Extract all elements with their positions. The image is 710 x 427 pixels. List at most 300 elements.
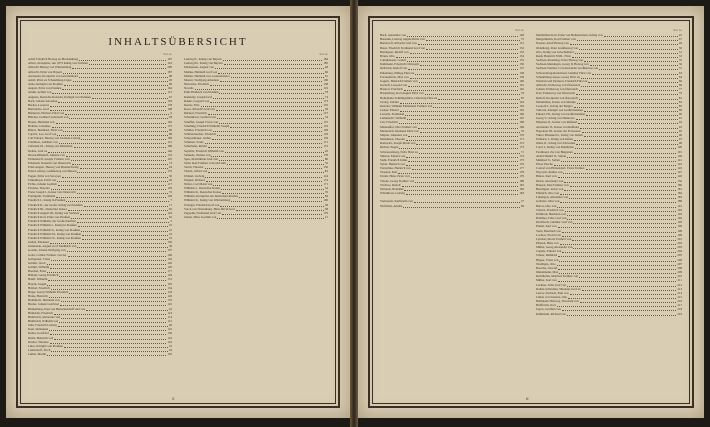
toc-entry-page: 44 <box>168 348 172 353</box>
toc-entry-page: 71 <box>520 149 524 154</box>
toc-entry-name: Dohna, Graf zu <box>28 148 48 153</box>
toc-entry-page: 124 <box>323 173 328 178</box>
toc-entry-page: 126 <box>167 294 172 299</box>
toc-entry-page: 191 <box>677 203 682 208</box>
toc-entry-page: 122 <box>167 335 172 340</box>
toc-entry-name: Bülow, Bernhard, Fürst von <box>28 127 63 132</box>
toc-entry-name: Eichendorff, Joseph, Freiherr von <box>28 156 70 161</box>
toc-entry-page: 52 <box>168 235 172 240</box>
toc-entry-name: Immelmann, Max <box>536 270 559 275</box>
toc-entry-name: Radetzky, Joseph Graf <box>184 94 212 99</box>
toc-entry-name: Friedrich Wilhelm IV., König von Preußen <box>28 235 81 240</box>
toc-entry-name: Christian IX., König von Dänemark <box>28 144 73 149</box>
toc-entry-name: Wolfsthal, Amalie <box>380 203 403 208</box>
toc-entry-name: Hegel, Georg Wilhelm Friedrich <box>28 289 69 294</box>
toc-entry-name: Capelle, Eduard von <box>536 249 562 254</box>
toc-entry-page: 103 <box>167 98 172 103</box>
toc-entry-name: Carol I., König von Rumänien <box>536 145 574 150</box>
toc-entry-name: Wrangel, Friedrich Graf von <box>184 202 220 207</box>
toc-entry-page: 57 <box>678 66 682 71</box>
toc-entry-name: Viktoria, Königin von Großbritannien <box>536 107 583 112</box>
toc-entry-page: 211 <box>677 278 682 283</box>
toc-entry-name: Fontane, Theodor <box>28 186 50 190</box>
toc-entry-name: Beust, Friedrich Ferdinand Graf von <box>380 45 426 50</box>
toc-entry-page: 74 <box>324 94 328 99</box>
toc-entry-page: 120 <box>167 264 172 269</box>
toc-entry-name: Wilhelm, Kronprinz des Deutschen Reiches <box>184 194 239 199</box>
toc-entry-page: 145 <box>677 166 682 171</box>
toc-entry-name: Maximilian Karl, Prinz von Hohenzollern, König von <box>536 33 603 38</box>
toc-entry-page: 69 <box>678 83 682 88</box>
toc-entry-page: 142 <box>677 162 682 166</box>
toc-entry-name: Ranke, Leopold von <box>184 98 210 103</box>
toc-entry-name: Albrecht, Erzherzog von Österreich <box>536 83 581 88</box>
toc-entry-name: Emmich, Otto von <box>536 191 559 196</box>
toc-entry-name: Dahlmann, Friedrich Christoph <box>380 62 419 67</box>
toc-entry-name: Albrecht Herzog von Württemberg <box>28 65 72 70</box>
toc-entry-name: Siemens, Werner von <box>184 152 211 157</box>
toc-entry-name: Nikolaus II., Kaiser von Rußland <box>536 120 578 125</box>
toc-entry-page: 128 <box>167 194 172 199</box>
toc-entry-page: 134 <box>167 285 172 290</box>
toc-entry-name: Humboldt, Alexander von <box>28 314 61 319</box>
toc-entry-name: Sachsen-Weimar, Carl Alexander Großherzog von <box>536 66 599 71</box>
toc-entry-page: 162 <box>167 119 172 124</box>
toc-entry-name: Kleist, Heinrich von <box>28 335 54 340</box>
toc-entry-name: Helmholtz, Hermann von <box>28 298 60 303</box>
toc-entry-page: 42 <box>168 306 172 311</box>
toc-entry-name: Abdul Hamid II., Sultan <box>536 153 566 158</box>
toc-entry-name: Hölderlin, Friedrich <box>28 310 53 315</box>
toc-entry-name: Anna, Königin von Preußen <box>28 82 63 87</box>
toc-entry-page: 190 <box>323 198 328 203</box>
toc-entry-name: Kühlmann, Richard von <box>536 311 566 316</box>
toc-entry-name: Körner, Theodor <box>28 339 49 344</box>
toc-entry-name: Wilhelm II., König von Württemberg <box>184 198 231 203</box>
toc-entry-page: 64 <box>678 74 682 79</box>
toc-entry-name: Linsingen, Alexander von <box>536 195 569 200</box>
toc-entry-page: 218 <box>677 307 682 312</box>
toc-entry-name: Hebbel, Friedrich <box>28 285 50 290</box>
toc-entry-name: Kluck, Alexander von <box>536 178 564 183</box>
toc-entry-page: 169 <box>519 124 524 129</box>
toc-entry-page: 170 <box>167 169 172 174</box>
toc-entry-name: Müller, Georg Alexander von <box>536 245 573 250</box>
toc-entry-name: Gneisenau, August Graf Neidhardt von <box>28 244 77 249</box>
column-header: Seite <box>515 28 524 32</box>
toc-entry-page: 5 <box>170 219 172 224</box>
toc-entry-name: Lyncker, Moriz Freiherr von <box>536 236 572 241</box>
column-header: Seite <box>163 52 172 56</box>
toc-entry-page: 140 <box>677 153 682 158</box>
toc-entry-page: 216 <box>677 299 682 304</box>
toc-entry-page: 177 <box>167 269 172 274</box>
toc-entry-name: Hohenlohe-Schillingsfürst, Chlodwig Fürst zu <box>380 95 438 100</box>
toc-entry-name: Lochow, Ewald von <box>536 232 561 237</box>
toc-entry-name: Reuter, Fritz <box>184 102 200 107</box>
toc-entry-page: 108 <box>167 107 172 112</box>
toc-entry-name: Twesten, Karl <box>380 170 398 175</box>
toc-entry-name: Nietzsche, Friedrich <box>184 82 210 87</box>
toc-entry-page: 80 <box>324 156 328 161</box>
toc-entry-page: 176 <box>519 162 524 166</box>
toc-entry-name: Arnim, Achim von <box>28 90 52 95</box>
toc-entry-page: 87 <box>520 95 524 100</box>
toc-entry-name: Eugen, Prinz von Savoyen <box>28 173 61 178</box>
toc-entry-name: Alexander II., Kaiser von Rußland <box>536 124 579 129</box>
toc-entry-page: 53 <box>678 53 682 58</box>
toc-entry-name: Friedrich Wilhelm III., König von Preußen <box>28 231 82 236</box>
toc-entry-name: Napoleon III., Kaiser der Franzosen <box>536 128 581 133</box>
toc-entry-page: 179 <box>519 174 524 179</box>
toc-entry-page: 84 <box>324 194 328 199</box>
toc-entry-name: Metternich, Klemens Fürst von <box>380 128 419 133</box>
toc-entry-page: 96 <box>678 132 682 137</box>
toc-entry-page: 213 <box>677 286 682 291</box>
toc-entry-page: 118 <box>323 131 328 136</box>
toc-entry-name: Augusta, Deutsche Kaiserin, Königin von Preußen <box>28 94 91 99</box>
toc-entry-page: 7 <box>170 198 172 203</box>
toc-entry-page: 77 <box>678 87 682 92</box>
toc-entry-page: 75 <box>520 37 524 42</box>
toc-entry-page: 192 <box>677 207 682 212</box>
toc-entry-page: 55 <box>678 58 682 63</box>
toc-entry-name: Hauff, Wilhelm <box>28 277 48 282</box>
toc-entry-page: 94 <box>168 165 172 170</box>
leader-dots <box>567 312 677 316</box>
toc-entry-name: Benedek, Ludwig August Ritter von <box>380 37 425 42</box>
toc-entry-page: 20 <box>324 148 328 153</box>
toc-entry-page: 141 <box>677 157 682 162</box>
toc-entry-name: Bennigsen, Rudolf von <box>380 49 409 54</box>
toc-entry-name: Seydlitz, Friedrich Wilhelm von <box>184 148 224 153</box>
toc-entry-name: Johann, Erzherzog von Österreich <box>536 87 579 92</box>
toc-entry-page: 102 <box>167 352 172 357</box>
toc-entry-page: 187 <box>167 69 172 74</box>
toc-entry-name: Heeringen, Josias von <box>536 186 564 191</box>
toc-entry-page: 168 <box>519 120 524 125</box>
toc-entry-page: 179 <box>323 210 328 215</box>
toc-entry-name: Gallwitz, Max von <box>536 199 560 204</box>
toc-entry-name: Stahl, Friedrich Julius <box>380 157 408 162</box>
toc-entry-name: Friedrich Karl, Prinz von Preußen <box>28 215 71 220</box>
toc-entry-name: Storm, Theodor <box>184 165 204 170</box>
toc-entry-name: Friedrich Wilhelm II., König von Preußen <box>28 227 80 232</box>
column-header: Seite <box>319 52 328 56</box>
toc-entry-page: 72 <box>168 190 172 195</box>
toc-entry-page: 25 <box>168 343 172 348</box>
toc-entry-name: Vorbesetzt, Kurfürstin von <box>380 199 413 204</box>
book-gutter <box>350 0 358 427</box>
toc-entry-name: Bach, Johann Sebastian <box>28 98 58 103</box>
toc-entry-page: 208 <box>677 265 682 270</box>
toc-entry-name: Weber, Carl Maria von <box>184 181 213 186</box>
toc-entry-name: Adolf, Prinz zu Schaumburg-Lippe <box>28 77 72 82</box>
toc-column-right-1 <box>380 28 524 208</box>
toc-entry-name: Albert, Kronprinz, seit 1873 König von Sachsen <box>28 61 88 66</box>
toc-entry-name: Viktor Emanuel II., König von Italien <box>536 132 583 137</box>
toc-entry-page: 180 <box>519 178 524 183</box>
toc-entry-page: 88 <box>168 131 172 136</box>
toc-entry-name: Ferdinand, Zar von Bulgarien <box>536 149 573 154</box>
toc-entry-name: Friedrich I., König in Preußen <box>28 198 66 203</box>
toc-entry-name: Moltke, Helmuth von, Generaloberst <box>184 73 230 78</box>
toc-entry-page: 164 <box>519 103 524 108</box>
toc-entry-name: Braun, Otto <box>380 53 395 58</box>
toc-entry-name: Gerlach, Leopold von <box>380 83 408 88</box>
toc-entry-page: 133 <box>167 152 172 157</box>
toc-entry-name: Carl Eduard, Herzog von Sachsen-Coburg <box>28 136 81 141</box>
toc-entry-name: Oskar II., König von Schweden <box>536 141 576 146</box>
toc-entry-page: 174 <box>323 177 328 182</box>
toc-entry-page: 36 <box>168 244 172 249</box>
toc-entry-name: Vincke, Georg Freiherr von <box>380 178 415 183</box>
toc-entry-name: Mackensen, August von <box>184 65 214 70</box>
toc-entry-page: 22 <box>168 227 172 232</box>
toc-entry-name: Gagern, Heinrich Freiherr von <box>380 78 418 83</box>
toc-entry-page: 32 <box>324 161 328 166</box>
toc-entry-page: 173 <box>519 145 524 150</box>
toc-entry-page: 197 <box>167 57 172 62</box>
toc-entry-page: 38 <box>324 206 328 211</box>
toc-entry-page: 21 <box>324 215 328 220</box>
toc-entry-name: Goltz, Colmar Freiherr von der <box>28 252 67 257</box>
toc-entry-name: Friedrich Wilhelm, der Große Kurfürst <box>28 219 77 224</box>
toc-entry-name: Grimm, Wilhelm <box>28 264 50 269</box>
toc-entry-page: 51 <box>678 49 682 54</box>
toc-entry-page: 106 <box>323 77 328 82</box>
toc-entry-name: Manteuffel, Otto Freiherr von <box>380 124 417 129</box>
toc-entry-page: 155 <box>519 58 524 63</box>
toc-entry-page: 47 <box>678 37 682 42</box>
toc-entry-name: Schumann, Robert <box>184 144 208 149</box>
toc-entry-page: 85 <box>678 103 682 108</box>
toc-entry-page: 115 <box>167 319 172 323</box>
toc-entry-name: Grillparzer, Franz <box>28 256 51 261</box>
toc-entry-page: 27 <box>520 199 524 204</box>
toc-entry-name: Zieten, Hans Joachim von <box>184 215 217 220</box>
toc-entry-name: Lassalle, Ferdinand <box>380 112 405 117</box>
toc-entry-name: Freiligrath, Ferdinand <box>28 194 56 199</box>
toc-entry-page: 147 <box>677 170 682 175</box>
toc-entry-page: 81 <box>678 95 682 100</box>
toc-entry-page: 176 <box>167 298 172 303</box>
toc-entry-page: 76 <box>324 190 328 195</box>
toc-entry-page: 171 <box>323 181 328 186</box>
toc-entry-name: Schopenhauer, Arthur <box>184 136 212 141</box>
toc-entry-name: Händel, Georg Friedrich <box>28 273 59 278</box>
toc-entry-page: 28 <box>168 115 172 120</box>
toc-entry-name: Albrecht, Prinz von Bayern <box>28 69 63 74</box>
toc-entry-page: 182 <box>677 191 682 196</box>
toc-entry-page: 61 <box>324 73 328 78</box>
toc-entry-page: 83 <box>678 99 682 104</box>
toc-entry-page: 138 <box>323 82 328 87</box>
toc-entry-name: Wilhelm II., Deutscher Kaiser <box>184 190 222 195</box>
toc-entry-page: 146 <box>167 148 172 153</box>
leader-dots <box>217 215 324 219</box>
toc-entry-page: 173 <box>323 98 328 103</box>
toc-entry-page: 206 <box>677 257 682 262</box>
toc-entry-name: Hausen, Max Freiherr von <box>536 182 569 187</box>
toc-entry-name: Falkenhayn, Erich von <box>28 177 57 182</box>
toc-entry-name: Helfferich, Karl <box>536 303 556 308</box>
toc-entry-page: 152 <box>519 45 524 50</box>
toc-entry-page: 117 <box>167 181 172 186</box>
toc-entry-page: 171 <box>323 140 328 145</box>
toc-entry-name: Roon, Albrecht Graf von <box>184 107 215 112</box>
toc-entry-page: 178 <box>167 102 172 107</box>
toc-entry-name: Boelcke, Oswald <box>536 265 558 270</box>
toc-entry-name: Scharnhorst, Gerhard von <box>184 115 216 120</box>
toc-entry-name: Jagow, Gottlieb von <box>536 307 561 312</box>
page-number: 6 <box>526 396 529 401</box>
toc-entry-page: 163 <box>519 99 524 104</box>
toc-entry-page: 153 <box>519 49 524 54</box>
toc-entry-name: Mommsen, Theodor <box>380 137 406 142</box>
toc-entry-name: Lasker, Eduard <box>380 107 399 112</box>
toc-entry <box>184 215 328 219</box>
toc-entry-page: 89 <box>678 107 682 112</box>
toc-entry-name: Rudolf, Kronprinz von Österreich <box>536 95 578 100</box>
toc-entry-name: Ernst Ludwig, Großherzog von Hessen <box>28 169 77 174</box>
toc-entry-name: Sachsen-Meiningen, Georg II. Herzog von <box>536 62 589 67</box>
toc-entry-name: Below, Otto von <box>536 203 557 208</box>
toc-entry-page: 143 <box>167 61 172 66</box>
toc-entry-name: Wagner, Richard <box>184 177 205 182</box>
toc-entry-name: Schaumburg-Lippe, Georg Fürst zu <box>536 74 580 79</box>
toc-entry-page: 59 <box>324 107 328 112</box>
toc-entry-page: 100 <box>677 145 682 150</box>
toc-entry-name: Boyen, Hermann von <box>28 119 55 124</box>
toc-entry-page: 183 <box>519 191 524 196</box>
toc-entry-name: Unruh, Hans Victor von <box>380 174 410 179</box>
toc-entry-page: 164 <box>167 86 172 91</box>
toc-entry-page: 196 <box>677 224 682 229</box>
toc-entry-name: Luther, Martin <box>28 352 47 357</box>
toc-entry-page: 125 <box>167 156 172 161</box>
toc-entry-page: 174 <box>519 153 524 158</box>
toc-entry-page: 170 <box>519 132 524 137</box>
toc-entry-page: 129 <box>167 186 172 190</box>
toc-entry-page: 172 <box>323 144 328 149</box>
toc-entry-name: Franz Joseph I., Kaiser von Österreich <box>28 190 76 195</box>
toc-entry-name: Lettow-Vorbeck, Paul von <box>536 290 569 295</box>
toc-entry-name: Kant, Immanuel <box>28 327 49 332</box>
toc-entry-name: Liman von Sanders, Otto <box>536 295 568 299</box>
right-page <box>358 6 704 418</box>
column-header: Seite <box>673 28 682 32</box>
toc-entry-page: 178 <box>323 152 328 157</box>
toc-entry-page: 135 <box>323 102 328 107</box>
toc-entry-page: 46 <box>168 177 172 182</box>
toc-entry-page: 202 <box>677 240 682 245</box>
toc-entry-name: Harkort, Friedrich <box>380 87 403 92</box>
toc-entry-name: Ketteler, Wilhelm Emmanuel Freiherr von <box>380 103 433 108</box>
toc-entry-page: 33 <box>520 91 524 96</box>
toc-entry-page: 137 <box>323 119 328 124</box>
page-number: 5 <box>172 396 175 401</box>
toc-entry-name: Luise, Königin von Preußen <box>28 343 63 348</box>
leader-dots <box>403 204 519 208</box>
toc-entry-page: 119 <box>323 123 328 128</box>
toc-entry-page: 201 <box>677 236 682 241</box>
toc-entry-page: 178 <box>519 170 524 175</box>
toc-entry-name: Heine, Heinrich <box>28 294 48 299</box>
toc-entry-page: 159 <box>519 74 524 79</box>
toc-entry-page: 167 <box>519 116 524 121</box>
toc-entry-page: 98 <box>678 141 682 146</box>
toc-entry-name: Jahn, Friedrich Ludwig <box>28 323 57 328</box>
toc-entry-name: Ludwig III., König von Bayern <box>184 61 223 66</box>
toc-entry-page: 195 <box>677 220 682 225</box>
toc-column-left-2 <box>184 52 328 219</box>
toc-entry-name: Moltke, Helmuth Graf von <box>184 69 218 74</box>
toc-entry-page: 172 <box>519 141 524 146</box>
toc-entry-name: Hipper, Franz von <box>536 257 559 262</box>
toc-entry-name: Mozart, Wolfgang Amadeus <box>184 77 219 82</box>
toc-entry-name: Uhland, Ludwig <box>184 173 205 178</box>
toc-entry-name: Bothmer, Felix Graf von <box>536 216 567 221</box>
toc-entry-name: Rückert, Friedrich <box>184 111 207 116</box>
toc-entry-page: 144 <box>167 210 172 215</box>
toc-entry-name: Karl, Erzherzog von Österreich <box>536 91 575 96</box>
toc-entry-name: Friedrich Wilhelm I., König in Preußen <box>28 223 77 228</box>
toc-entry <box>28 352 172 356</box>
toc-entry-name: Stein, Hermann von <box>536 228 561 233</box>
toc-entry-page: 62 <box>168 215 172 220</box>
toc-entry-name: Schwarzenberg, Felix Fürst zu <box>380 149 418 154</box>
toc-entry-name: Elisabeth, Kaiserin von Österreich <box>28 161 71 166</box>
toc-entry-page: 93 <box>678 124 682 129</box>
toc-entry-name: Leopold I., König der Belgier <box>536 103 573 108</box>
toc-entry-page: 165 <box>519 107 524 112</box>
toc-entry-page: 177 <box>519 166 524 171</box>
toc-entry-page: 203 <box>677 245 682 250</box>
toc-entry-name: Kirchbach, Günther Graf von <box>536 220 573 225</box>
toc-entry-name: Treitschke, Heinrich von <box>380 166 411 171</box>
toc-entry-page: 99 <box>520 203 524 208</box>
toc-entry-page: 99 <box>168 82 172 87</box>
toc-entry-name: Friedrich August III., König von Sachsen <box>28 210 80 215</box>
toc-entry-page: 160 <box>519 78 524 83</box>
toc-entry-name: Windthorst, Ludwig <box>380 191 405 196</box>
toc-entry-page: 101 <box>677 149 682 154</box>
toc-entry-page: 183 <box>677 195 682 200</box>
toc-entry-page: 158 <box>519 70 524 75</box>
toc-entry-page: 30 <box>168 173 172 178</box>
toc-entry-page: 73 <box>168 161 172 166</box>
toc-entry-page: 132 <box>167 256 172 261</box>
toc-entry-name: Otto, König von Griechenland <box>536 49 574 54</box>
toc-entry-page: 124 <box>167 339 172 344</box>
toc-entry-page: 86 <box>168 127 172 132</box>
toc-entry-page: 68 <box>168 73 172 78</box>
toc-entry-page: 188 <box>677 199 682 204</box>
toc-entry-name: Radowitz, Joseph Maria von <box>380 141 416 146</box>
toc-entry-name: Caprivi, Leo, Graf von <box>28 131 57 136</box>
toc-entry-page: 110 <box>167 302 172 307</box>
toc-entry-page: 166 <box>167 252 172 257</box>
toc-entry-page: 66 <box>678 78 682 83</box>
toc-entry-name: Mehmed V., Sultan <box>536 157 560 162</box>
toc-entry-page: 116 <box>167 327 172 332</box>
toc-entry-page: 67 <box>168 94 172 99</box>
toc-entry-name: Hindenburg, Paul von Beneckendorff und von <box>28 306 86 311</box>
toc-entry-page: 200 <box>167 65 172 70</box>
toc-entry-page: 10 <box>168 223 172 228</box>
toc-entry-name: Bach, Alexander von <box>380 33 407 38</box>
